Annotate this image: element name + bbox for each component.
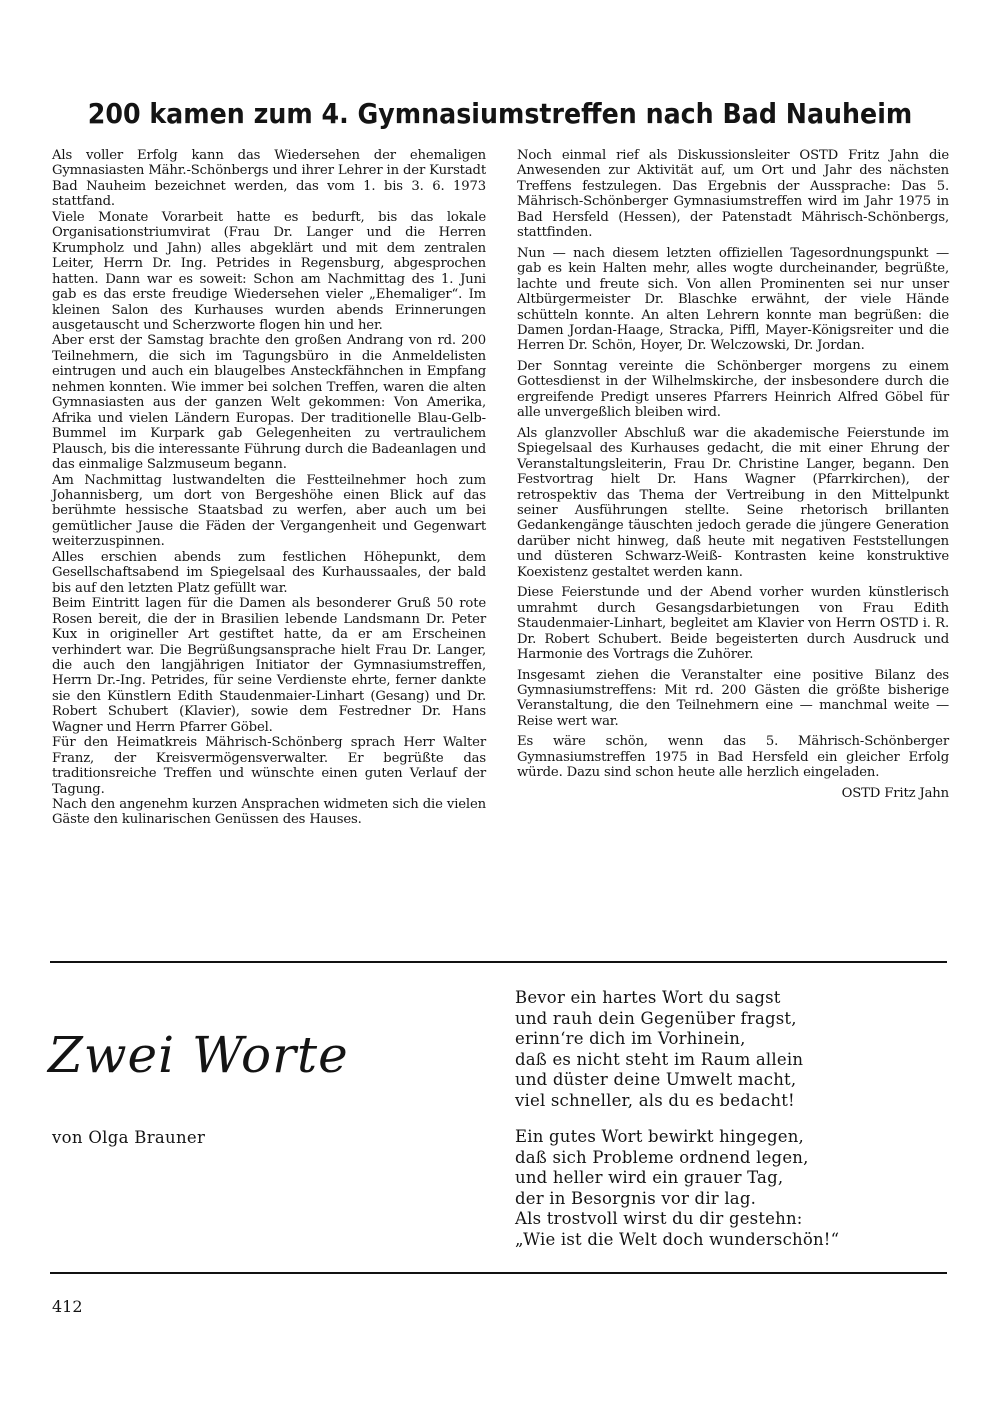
poem-title: Zwei Worte — [48, 1026, 349, 1084]
poem-stanza — [515, 1127, 839, 1250]
paragraph: Am Nachmittag lustwandelten die Festteilnehmer hoch zum Johannisberg, um dort von Bergeshöhe einen Blick auf das berühmte hessische Staatsbad zu werfen, aber auch um bei gemütlicher Jause die Fäden der Vergangenheit und Gegenwart weiterzuspinnen. — [52, 472, 486, 550]
article-title: 200 kamen zum 4. Gymnasiumstreffen nach Bad Nauheim — [87, 98, 913, 130]
article-left-column — [52, 148, 486, 828]
article-author: OSTD Fritz Jahn — [841, 785, 949, 801]
paragraph: Viele Monate Vorarbeit hatte es bedurft, bis das lokale Organisationstriumvirat (Frau Dr. Langer und die Herren Krumpholz und Jahn) alles abgeklärt und mit dem zentralen Leiter, Herrn Dr. Ing. Petrides in Regensburg, abgesprochen hatten. Dann war es soweit: Schon am Nachmittag des 1. Juni gab es das erste freudige Wiedersehen vieler „Ehemaliger“. Im kleinen Salon des Kurhauses wurden abends Erinnerungen ausgetauscht und Scherzworte flogen hin und her. — [52, 209, 486, 333]
paragraph: Alles erschien abends zum festlichen Höhepunkt, dem Gesellschaftsabend im Spiegelsaal des Kurhaussaales, der bald bis auf den letzten Platz gefüllt war. — [52, 549, 486, 596]
poem-line: daß es nicht steht im Raum allein — [515, 1049, 804, 1069]
paragraph: Für den Heimatkreis Mährisch-Schönberg sprach Herr Walter Franz, der Kreisvermögensverwalter. Er begrüßte das traditionsreiche Treffen und wünschte einen guten Verlauf der Tagung. — [52, 735, 486, 797]
paragraph: Aber erst der Samstag brachte den großen Andrang von rd. 200 Teilnehmern, die sich im Tagungsbüro in die Anmeldelisten eintrugen und auch ein blaugelbes Ansteckfähnchen in Empfang nehmen konnten. Wie immer bei solchen Treffen, waren die alten Gymnasiasten aus der ganzen Welt gekommen: Von Amerika, Afrika und vielen Ländern Europas. Der traditionelle Blau-Gelb-Bummel im Kurpark gab Gelegenheiten zu vertraulichem Plausch, bis die interessante Führung durch die Badeanlagen und das einmalige Salzmuseum begann. — [52, 333, 486, 473]
paragraph: Nun — nach diesem letzten offiziellen Tagesordnungspunkt — gab es kein Halten mehr, alles wogte durcheinander, begrüßte, lachte und freute sich. Von allen Prominenten sei nur unser Altbürgermeister Dr. Blaschke erwähnt, der viele Hände schütteln konnte. An alten Lehrern konnte man begrüßen: die Damen Jordan-Haage, Stracka, Piffl, Mayer-Königsreiter und die Herren Dr. Schön, Hoyer, Dr. Welczowski, Dr. Jordan. — [517, 245, 949, 354]
paragraph: Nach den angenehm kurzen Ansprachen widmeten sich die vielen Gäste den kulinarischen Genüssen des Hauses. — [52, 797, 486, 828]
article-right-column — [517, 148, 949, 806]
paragraph: Noch einmal rief als Diskussionsleiter OSTD Fritz Jahn die Anwesenden zur Aktivität auf, um Ort und Jahr des nächsten Treffens festzulegen. Das Ergebnis der Aussprache: Das 5. Mährisch-Schönberger Gymnasiumstreffen wird im Jahr 1975 in Bad Hersfeld (Hessen), der Patenstadt Mährisch-Schönbergs, stattfinden. — [517, 148, 949, 241]
poem-line: Bevor ein hartes Wort du sagst — [515, 988, 781, 1007]
paragraph: Diese Feierstunde und der Abend vorher wurden künstlerisch umrahmt durch Gesangsdarbietungen von Frau Edith Staudenmaier-Linhart, begleitet am Klavier von Herrn OSTD i. R. Dr. Robert Schubert. Beide begeisterten durch Ausdruck und Harmonie des Vortrags die Zuhörer. — [517, 585, 949, 663]
poem-line: Als trostvoll wirst du dir gestehn: — [515, 1209, 803, 1228]
paragraph: Es wäre schön, wenn das 5. Mährisch-Schönberger Gymnasiumstreffen 1975 in Bad Hersfeld ein gleicher Erfolg würde. Dazu sind schon heute alle herzlich eingeladen. — [517, 734, 949, 781]
poem-line: viel schneller, als du es bedacht! — [515, 1090, 795, 1110]
poem-line: und düster deine Umwelt macht, — [515, 1070, 797, 1089]
poem-line: der in Besorgnis vor dir lag. — [515, 1188, 757, 1208]
poem-line: erinn‘re dich im Vorhinein, — [515, 1029, 746, 1048]
poem-line: daß sich Probleme ordnend legen, — [515, 1147, 809, 1167]
paragraph: Beim Eintritt lagen für die Damen als besonderer Gruß 50 rote Rosen bereit, die der in Brasilien lebende Landsmann Dr. Peter Kux in origineller Art gestiftet hatte, da er am Erscheinen verhindert war. Die Begrüßungsansprache hielt Frau Dr. Langer, die auch den langjährigen Initiator der Gymnasiumstreffen, Herrn Dr.-Ing. Petrides, für seine Verdienste ehrte, ferner dankte sie den Künstlern Edith Staudenmaier-Linhart (Gesang) und Dr. Robert Schubert (Klavier), sowie dem Festredner Dr. Hans Wagner und Herrn Pfarrer Göbel. — [52, 596, 486, 735]
poem-stanza — [515, 988, 803, 1111]
poem-author: von Olga Brauner — [52, 1128, 206, 1147]
poem-line: und rauh dein Gegenüber fragst, — [515, 1008, 797, 1028]
paragraph: Insgesamt ziehen die Veranstalter eine positive Bilanz des Gymnasiumstreffens: Mit rd. 200 Gästen die größte bisherige Veranstaltung, die den Teilnehmern eine — manchmal weite — Reise wert war. — [517, 667, 949, 729]
poem-line: Ein gutes Wort bewirkt hingegen, — [515, 1127, 804, 1146]
divider — [50, 1272, 947, 1274]
paragraph: Als glanzvoller Abschluß war die akademische Feierstunde im Spiegelsaal des Kurhauses gedacht, die mit einer Ehrung der Veranstaltungsleiterin, Frau Dr. Christine Langer, begann. Den Festvortrag hielt Dr. Hans Wagner (Pfarrkirchen), der retrospektiv das Thema der Vertreibung in den Mittelpunkt seiner Ausführungen stellte. Seine rhetorisch brillanten Gedankengänge täuschten jedoch gerade die jüngere Generation darüber nicht hinweg, daß heute mit negativen Feststellungen und düsteren Schwarz-Weiß- Kontrasten keine konstruktive Koexistenz gestaltet werden kann. — [517, 425, 949, 580]
poem-line: und heller wird ein grauer Tag, — [515, 1168, 784, 1187]
divider — [50, 961, 947, 963]
poem-line: „Wie ist die Welt doch wunderschön!“ — [515, 1229, 840, 1249]
paragraph: Als voller Erfolg kann das Wiedersehen der ehemaligen Gymnasiasten Mähr.-Schönbergs und ihrer Lehrer in der Kurstadt Bad Nauheim bezeichnet werden, das vom 1. bis 3. 6. 1973 stattfand. — [52, 148, 486, 210]
paragraph: Der Sonntag vereinte die Schönberger morgens zu einem Gottesdienst in der Wilhelmskirche, der insbesondere durch die ergreifende Predigt unseres Pfarrers Heinrich Alfred Göbel für alle unvergeßlich bleiben wird. — [517, 358, 949, 421]
page-number: 412 — [52, 1297, 83, 1316]
